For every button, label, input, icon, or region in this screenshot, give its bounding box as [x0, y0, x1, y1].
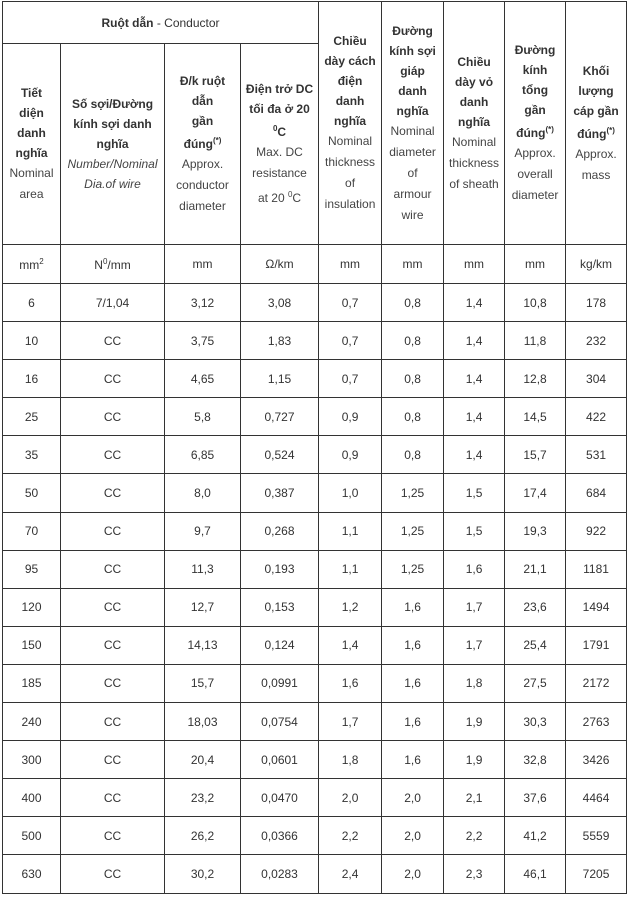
cell-resistance: 0,524	[241, 436, 319, 474]
cable-spec-table	[2, 1, 627, 894]
cell-mass: 232	[566, 322, 627, 360]
cell-mass: 922	[566, 512, 627, 550]
cell-wires: CC	[61, 779, 165, 817]
mass-vi-1: Khối	[582, 63, 610, 78]
cell-mass: 2763	[566, 703, 627, 741]
cell-overall: 19,3	[505, 512, 566, 550]
table-row	[3, 436, 627, 474]
cell-mass: 3426	[566, 741, 627, 779]
cell-resistance: 0,124	[241, 626, 319, 664]
cell-overall: 37,6	[505, 779, 566, 817]
wires-vi-3: nghĩa	[96, 137, 129, 151]
cell-sheath: 1,4	[444, 322, 505, 360]
conductor-diameter-header	[165, 44, 241, 245]
table-row	[3, 512, 627, 550]
sheath-vi-1: Chiều	[457, 54, 491, 69]
insulation-vi-3: điện	[337, 74, 363, 88]
cell-cond-dia: 15,7	[165, 664, 241, 702]
cell-wires: CC	[61, 626, 165, 664]
cell-sheath: 2,3	[444, 855, 505, 893]
cell-area: 16	[3, 360, 61, 398]
mass-en-1: Approx.	[575, 146, 617, 161]
unit-wires-tail: /mm	[107, 257, 131, 272]
cell-overall: 25,4	[505, 626, 566, 664]
cell-overall: 30,3	[505, 703, 566, 741]
overall-en-1: Approx.	[514, 146, 556, 160]
cell-insulation: 1,4	[319, 626, 382, 664]
res-vi-1: Điện trở DC	[245, 82, 314, 96]
sheath-header	[444, 2, 505, 245]
cell-wires: CC	[61, 703, 165, 741]
mass-vi-2: lượng	[578, 83, 614, 98]
res-vi-3-line	[243, 119, 316, 142]
cell-mass: 304	[566, 360, 627, 398]
cell-resistance: 3,08	[241, 284, 319, 322]
mass-vi-4-line	[568, 121, 624, 144]
cell-insulation: 2,0	[319, 779, 382, 817]
mass-en-2: mass	[581, 167, 611, 182]
cell-armour: 2,0	[382, 817, 444, 855]
cell-insulation: 0,7	[319, 284, 382, 322]
insulation-en-3: of	[345, 176, 356, 190]
table-row	[3, 360, 627, 398]
unit-area-sup: 2	[39, 256, 44, 266]
cell-insulation: 2,4	[319, 855, 382, 893]
overall-vi-3: tổng	[522, 83, 549, 97]
cell-armour: 2,0	[382, 855, 444, 893]
cell-resistance: 0,0470	[241, 779, 319, 817]
armour-en-3: of	[407, 165, 418, 180]
unit-cond-dia: mm	[165, 245, 241, 284]
cell-wires: CC	[61, 436, 165, 474]
cell-wires: CC	[61, 817, 165, 855]
area-vi-4: nghĩa	[15, 146, 48, 160]
cell-mass: 531	[566, 436, 627, 474]
cell-mass: 178	[566, 284, 627, 322]
armour-en-1: Nominal	[390, 123, 435, 138]
armour-en-4: armour	[393, 186, 432, 201]
cell-wires: CC	[61, 550, 165, 588]
armour-en-5: wire	[401, 207, 424, 222]
cell-resistance: 0,0601	[241, 741, 319, 779]
cell-cond-dia: 8,0	[165, 474, 241, 512]
cell-armour: 2,0	[382, 779, 444, 817]
cell-armour: 1,6	[382, 664, 444, 702]
cell-cond-dia: 9,7	[165, 512, 241, 550]
conductor-group-bold: Ruột dẫn	[101, 15, 154, 30]
cell-insulation: 0,7	[319, 322, 382, 360]
cond-dia-vi-4: đúng	[183, 137, 213, 151]
res-en-3: at 20	[257, 191, 288, 205]
cell-wires: CC	[61, 322, 165, 360]
cell-area: 185	[3, 664, 61, 702]
area-vi-2: diện	[19, 106, 44, 120]
cell-cond-dia: 18,03	[165, 703, 241, 741]
cell-sheath: 1,4	[444, 436, 505, 474]
table-row	[3, 550, 627, 588]
cell-armour: 0,8	[382, 284, 444, 322]
cell-sheath: 1,7	[444, 588, 505, 626]
table-row	[3, 474, 627, 512]
unit-sheath: mm	[444, 245, 505, 284]
conductor-group-header	[3, 2, 319, 44]
cell-armour: 1,25	[382, 474, 444, 512]
armour-header	[382, 2, 444, 245]
cell-resistance: 0,727	[241, 398, 319, 436]
cell-insulation: 0,7	[319, 360, 382, 398]
area-vi-3: danh	[17, 126, 46, 140]
insulation-en-1: Nominal	[328, 134, 373, 148]
cell-area: 300	[3, 741, 61, 779]
overall-vi-4: gần	[524, 103, 546, 117]
cond-dia-vi-3: gần	[191, 114, 214, 128]
cell-mass: 5559	[566, 817, 627, 855]
cell-sheath: 1,6	[444, 550, 505, 588]
cell-cond-dia: 3,75	[165, 322, 241, 360]
cell-overall: 12,8	[505, 360, 566, 398]
cell-insulation: 1,0	[319, 474, 382, 512]
cell-resistance: 0,0991	[241, 664, 319, 702]
area-en-2: area	[19, 187, 44, 201]
insulation-en-4: insulation	[324, 197, 376, 211]
cell-area: 70	[3, 512, 61, 550]
cell-overall: 21,1	[505, 550, 566, 588]
cell-armour: 1,6	[382, 588, 444, 626]
insulation-en-2: thickness	[325, 155, 376, 169]
table-row	[3, 741, 627, 779]
cell-armour: 0,8	[382, 360, 444, 398]
area-header	[3, 44, 61, 245]
mass-vi-3: cáp gần	[573, 103, 619, 118]
overall-en-3: diameter	[511, 188, 559, 202]
table-row	[3, 855, 627, 893]
cell-insulation: 1,7	[319, 703, 382, 741]
cell-wires: CC	[61, 664, 165, 702]
area-en-1: Nominal	[9, 166, 54, 180]
unit-insulation: mm	[319, 245, 382, 284]
unit-area	[3, 245, 61, 284]
cell-wires: CC	[61, 588, 165, 626]
mass-vi-4: đúng	[577, 126, 607, 141]
cell-armour: 0,8	[382, 322, 444, 360]
insulation-vi-2: dày cách	[324, 54, 376, 68]
cell-cond-dia: 12,7	[165, 588, 241, 626]
unit-wires-text: N	[94, 257, 103, 272]
overall-diameter-header	[505, 2, 566, 245]
area-vi-1: Tiết	[20, 86, 43, 100]
cell-mass: 1494	[566, 588, 627, 626]
cell-mass: 4464	[566, 779, 627, 817]
cell-area: 10	[3, 322, 61, 360]
cell-area: 50	[3, 474, 61, 512]
cell-overall: 27,5	[505, 664, 566, 702]
cell-area: 630	[3, 855, 61, 893]
cell-cond-dia: 6,85	[165, 436, 241, 474]
cell-armour: 0,8	[382, 398, 444, 436]
res-en-1: Max. DC	[256, 145, 303, 159]
overall-vi-5-line	[507, 120, 563, 143]
armour-vi-4: danh	[398, 83, 427, 98]
cell-armour: 1,25	[382, 512, 444, 550]
table-row	[3, 817, 627, 855]
cell-insulation: 1,2	[319, 588, 382, 626]
wires-vi-2: kính sợi danh	[73, 117, 152, 131]
unit-armour: mm	[382, 245, 444, 284]
table-row	[3, 284, 627, 322]
cell-cond-dia: 14,13	[165, 626, 241, 664]
cell-insulation: 0,9	[319, 398, 382, 436]
cell-cond-dia: 5,8	[165, 398, 241, 436]
cell-area: 500	[3, 817, 61, 855]
cond-dia-vi-1: Đ/k ruột	[179, 74, 226, 88]
table-row	[3, 664, 627, 702]
cell-overall: 11,8	[505, 322, 566, 360]
armour-vi-1: Đường	[392, 23, 433, 38]
cell-sheath: 1,9	[444, 703, 505, 741]
table-row	[3, 779, 627, 817]
wires-header	[61, 44, 165, 245]
cell-insulation: 1,8	[319, 741, 382, 779]
table-row	[3, 398, 627, 436]
cell-area: 150	[3, 626, 61, 664]
cond-dia-vi-4-line	[167, 131, 238, 154]
cell-overall: 15,7	[505, 436, 566, 474]
cell-overall: 46,1	[505, 855, 566, 893]
cell-cond-dia: 23,2	[165, 779, 241, 817]
cell-resistance: 1,83	[241, 322, 319, 360]
cell-wires: CC	[61, 855, 165, 893]
overall-vi-2: kính	[522, 63, 548, 77]
cell-resistance: 0,0754	[241, 703, 319, 741]
mass-mark: (*)	[606, 125, 615, 135]
cell-insulation: 1,1	[319, 512, 382, 550]
cell-area: 400	[3, 779, 61, 817]
cond-dia-mark: (*)	[212, 136, 222, 145]
cell-sheath: 1,5	[444, 474, 505, 512]
cell-cond-dia: 11,3	[165, 550, 241, 588]
units-row	[3, 245, 627, 284]
res-en-deg: 0	[287, 190, 293, 199]
table-row	[3, 626, 627, 664]
unit-mass: kg/km	[566, 245, 627, 284]
res-vi-deg: 0	[272, 124, 278, 133]
cell-area: 240	[3, 703, 61, 741]
table-row	[3, 703, 627, 741]
cell-wires: CC	[61, 512, 165, 550]
unit-area-text: mm	[19, 257, 40, 272]
cell-area: 120	[3, 588, 61, 626]
insulation-header	[319, 2, 382, 245]
cell-cond-dia: 26,2	[165, 817, 241, 855]
cell-cond-dia: 4,65	[165, 360, 241, 398]
wires-vi-1: Số sợi/Đường	[71, 97, 154, 111]
cond-dia-vi-2: dẫn	[191, 94, 214, 108]
sheath-vi-4: nghĩa	[458, 114, 491, 129]
cell-wires: CC	[61, 360, 165, 398]
cell-sheath: 1,4	[444, 360, 505, 398]
cell-armour: 1,6	[382, 741, 444, 779]
cond-dia-en-2: conductor	[176, 178, 229, 192]
cell-mass: 2172	[566, 664, 627, 702]
sheath-en-3: of sheath	[449, 176, 499, 191]
conductor-group-rest: - Conductor	[153, 15, 220, 30]
cell-overall: 14,5	[505, 398, 566, 436]
sheath-en-2: thickness	[449, 155, 500, 170]
cell-overall: 41,2	[505, 817, 566, 855]
res-en-2: resistance	[252, 166, 307, 180]
res-en-3-line	[243, 184, 316, 209]
cell-overall: 23,6	[505, 588, 566, 626]
cell-cond-dia: 20,4	[165, 741, 241, 779]
cell-resistance: 0,153	[241, 588, 319, 626]
table-row	[3, 588, 627, 626]
insulation-vi-1: Chiều	[333, 34, 367, 48]
overall-mark: (*)	[545, 125, 554, 134]
cell-area: 95	[3, 550, 61, 588]
cell-mass: 422	[566, 398, 627, 436]
wires-en-2: Dia.of wire	[84, 177, 141, 191]
sheath-vi-2: dày vỏ	[455, 74, 494, 89]
cell-mass: 684	[566, 474, 627, 512]
cell-sheath: 1,5	[444, 512, 505, 550]
cell-sheath: 2,1	[444, 779, 505, 817]
cell-insulation: 1,6	[319, 664, 382, 702]
cell-sheath: 1,4	[444, 284, 505, 322]
table-row	[3, 322, 627, 360]
cell-overall: 32,8	[505, 741, 566, 779]
unit-overall: mm	[505, 245, 566, 284]
cell-armour: 1,6	[382, 626, 444, 664]
cell-area: 6	[3, 284, 61, 322]
unit-wires	[61, 245, 165, 284]
cell-mass: 1791	[566, 626, 627, 664]
sheath-vi-3: danh	[459, 94, 489, 109]
cell-resistance: 0,0283	[241, 855, 319, 893]
res-vi-2: tối đa ở 20	[249, 102, 310, 116]
cell-sheath: 1,9	[444, 741, 505, 779]
mass-header	[566, 2, 627, 245]
cell-sheath: 1,8	[444, 664, 505, 702]
armour-vi-5: nghĩa	[396, 103, 429, 118]
cell-area: 35	[3, 436, 61, 474]
cell-mass: 7205	[566, 855, 627, 893]
sheath-en-1: Nominal	[452, 134, 497, 149]
armour-vi-2: kính sợi	[389, 43, 436, 58]
cell-sheath: 1,7	[444, 626, 505, 664]
cell-cond-dia: 3,12	[165, 284, 241, 322]
cell-insulation: 0,9	[319, 436, 382, 474]
cell-resistance: 0,0366	[241, 817, 319, 855]
cell-resistance: 0,193	[241, 550, 319, 588]
cell-insulation: 2,2	[319, 817, 382, 855]
cell-cond-dia: 30,2	[165, 855, 241, 893]
cell-resistance: 0,387	[241, 474, 319, 512]
armour-vi-3: giáp	[400, 63, 425, 78]
insulation-vi-5: nghĩa	[334, 114, 367, 128]
cell-sheath: 2,2	[444, 817, 505, 855]
armour-en-2: diameter	[389, 144, 436, 159]
cell-wires: CC	[61, 474, 165, 512]
cell-sheath: 1,4	[444, 398, 505, 436]
cell-mass: 1181	[566, 550, 627, 588]
cell-wires: 7/1,04	[61, 284, 165, 322]
cell-overall: 10,8	[505, 284, 566, 322]
cell-overall: 17,4	[505, 474, 566, 512]
overall-en-2: overall	[517, 167, 553, 181]
res-vi-3: C	[277, 125, 287, 139]
wires-en-1: Number/Nominal	[67, 157, 158, 171]
cell-resistance: 0,268	[241, 512, 319, 550]
cond-dia-en-1: Approx.	[181, 157, 224, 171]
cell-insulation: 1,1	[319, 550, 382, 588]
cell-resistance: 1,15	[241, 360, 319, 398]
cell-area: 25	[3, 398, 61, 436]
cell-wires: CC	[61, 741, 165, 779]
unit-resistance: Ω/km	[241, 245, 319, 284]
cell-armour: 0,8	[382, 436, 444, 474]
insulation-vi-4: danh	[335, 94, 365, 108]
overall-vi-1: Đường	[514, 43, 556, 57]
cond-dia-en-3: diameter	[179, 199, 226, 213]
overall-vi-5: đúng	[516, 126, 546, 140]
cell-armour: 1,6	[382, 703, 444, 741]
resistance-header	[241, 44, 319, 245]
cell-armour: 1,25	[382, 550, 444, 588]
cell-wires: CC	[61, 398, 165, 436]
res-en-tail: C	[292, 191, 302, 205]
unit-wires-sup: 0	[102, 256, 108, 266]
